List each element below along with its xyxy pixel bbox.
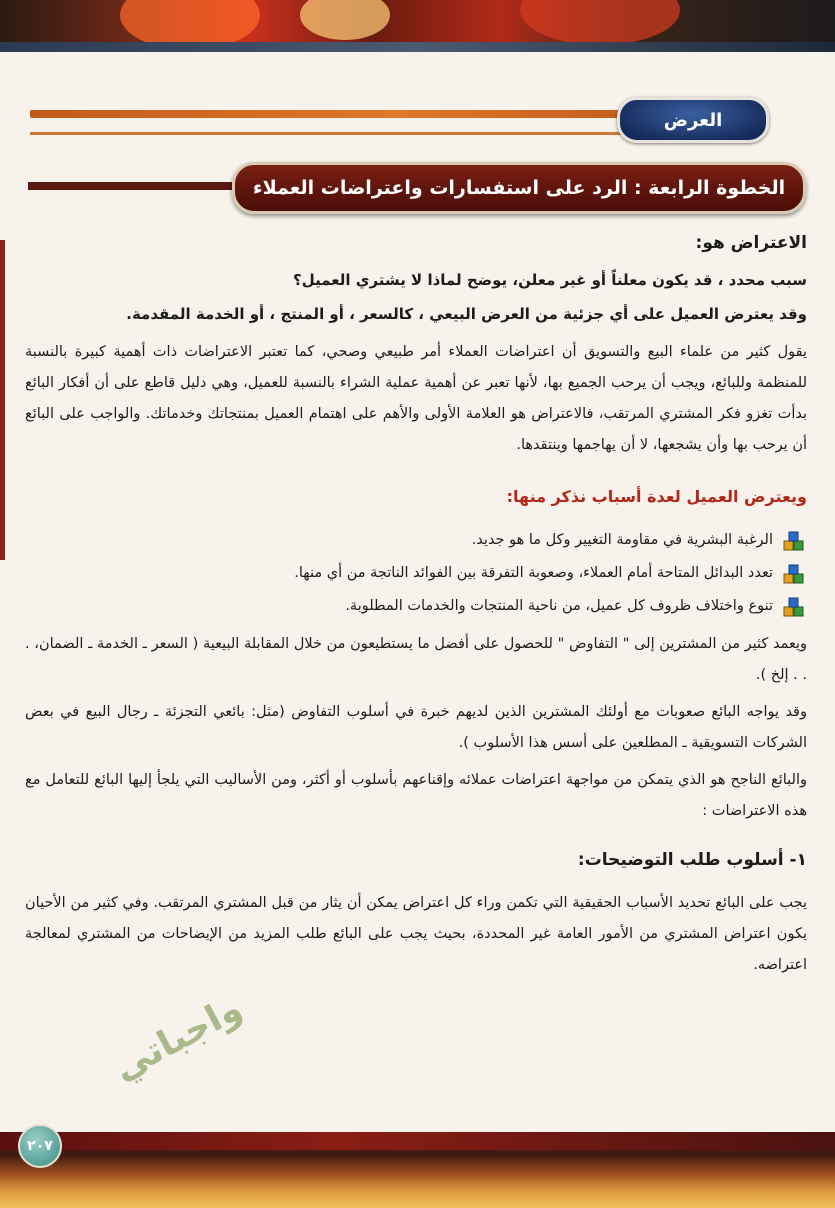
definition-heading: الاعتراض هو: [695, 233, 807, 253]
reason-text: تنوع واختلاف ظروف كل عميل، من ناحية المنتجات والخدمات المطلوبة. [345, 598, 773, 614]
main-content [25, 228, 807, 981]
successful-seller-paragraph: والبائع الناجح هو الذي يتمكن من مواجهة اعتراضات عملائه وإقناعهم بأسلوب أو أكثر، ومن الأساليب التي يلجأ إليها البائع للتعامل مع هذه الاعتراضات : [25, 772, 807, 819]
intro-paragraph: يقول كثير من علماء البيع والتسويق أن اعتراضات العملاء أمر طبيعي وصحي، كما تعتبر الاعتراضات ذات أهمية كبيرة بالنسبة للمنظمة وللبائع، ويجب أن يرحب الجميع بها، لأنها تعبر عن أهمية عملية الشراء بالنسبة للعميل، وهي دليل قاطع على أن أفكار البائع بدأت تغزو فكر المشتري المرتقب، فالاعتراض هو العلامة الأولى والأهم على اهتمام العميل بمنتجاتك وخدماتك. والواجب على البائع أن يرحب بها وأن يشجعها، لا أن يهاجمها وينتقدها. [25, 344, 807, 453]
method-heading: ١- أسلوب طلب التوضيحات: [577, 850, 807, 870]
reason-text: الرغبة البشرية في مقاومة التغيير وكل ما هو جديد. [471, 532, 773, 548]
cubes-icon [783, 564, 805, 584]
definition-line: سبب محدد ، قد يكون معلناً أو غير معلن، يوضح لماذا لا يشتري العميل؟ [293, 271, 807, 289]
header-photo [0, 0, 835, 52]
method-paragraph: يجب على البائع تحديد الأسباب الحقيقية التي تكمن وراء كل اعتراض يمكن أن يثار من قبل المشتري المرتقب. وفي كثير من الأحيان يكون اعتراض المشتري من الأمور العامة غير المحددة، بحيث يجب على البائع طلب المزيد من الإيضاحات من المشتري لمعالجة اعتراضه. [25, 895, 807, 973]
definition-line: وقد يعترض العميل على أي جزئية من العرض البيعي ، كالسعر ، أو المنتج ، أو الخدمة المقدمة. [126, 305, 807, 323]
watermark: واجباتي [106, 987, 249, 1090]
list-item [25, 557, 807, 590]
section-label: العرض [617, 97, 769, 143]
step-banner-line [28, 182, 238, 190]
difficulties-paragraph: وقد يواجه البائع صعوبات مع أولئك المشترين الذين لديهم خبرة في أسلوب التفاوض (مثل: بائعي التجزئة ـ رجال البيع في بعض الشركات التسويقية ـ المطلعين على أسس هذا الأسلوب ). [25, 704, 807, 751]
list-item [25, 524, 807, 557]
step-title: الخطوة الرابعة : الرد على استفسارات واعتراضات العملاء [232, 162, 806, 214]
list-item [25, 590, 807, 623]
page-number: ٢٠٧ [18, 1124, 62, 1168]
cubes-icon [783, 531, 805, 551]
side-accent [0, 240, 5, 560]
footer-band [0, 1132, 835, 1208]
reasons-heading: ويعترض العميل لعدة أسباب نذكر منها: [506, 487, 807, 506]
reason-text: تعدد البدائل المتاحة أمام العملاء، وصعوبة التفرقة بين الفوائد الناتجة من أي منها. [294, 565, 773, 581]
cubes-icon [783, 597, 805, 617]
negotiation-paragraph: ويعمد كثير من المشترين إلى " التفاوض " للحصول على أفضل ما يستطيعون من خلال المقابلة البيعية ( السعر ـ الخدمة ـ الضمان، . . . إلخ ). [25, 636, 807, 683]
